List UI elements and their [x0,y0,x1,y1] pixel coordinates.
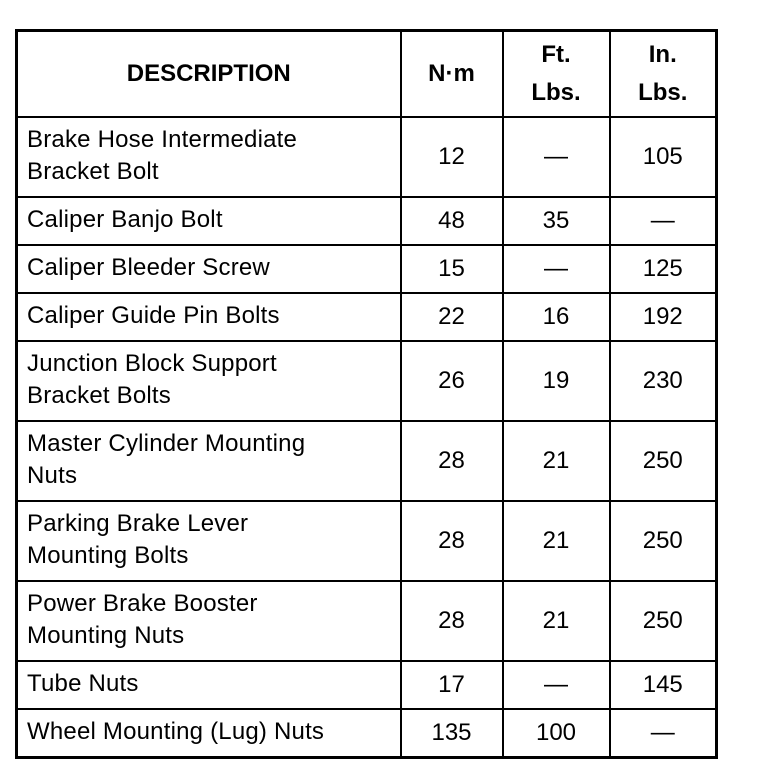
header-nm [401,31,503,118]
table-row [17,501,717,581]
table-row [17,709,717,758]
cell-description [17,293,401,341]
cell-description [17,581,401,661]
cell-in-lbs: 105 [610,117,717,197]
description-line: Brake Hose Intermediate [27,126,298,153]
cell-in-lbs: — [610,709,717,758]
description-line: Power Brake Booster [27,590,258,617]
cell-in-lbs: 230 [610,341,717,421]
table-row [17,581,717,661]
cell-ft-lbs: — [503,245,610,293]
table-row [17,341,717,421]
table-row [17,421,717,501]
cell-ft-lbs: 16 [503,293,610,341]
table-row [17,293,717,341]
cell-nm: 28 [401,581,503,661]
cell-ft-lbs: 21 [503,581,610,661]
cell-description [17,709,401,758]
description-line: Caliper Banjo Bolt [27,206,223,233]
description-line: Bracket Bolts [27,382,171,409]
table-row [17,117,717,197]
header-in-line2: Lbs. [638,79,688,106]
cell-in-lbs: 145 [610,661,717,709]
cell-nm: 17 [401,661,503,709]
description-line: Nuts [27,462,78,489]
cell-ft-lbs: 35 [503,197,610,245]
description-line: Mounting Bolts [27,542,189,569]
cell-ft-lbs: 21 [503,421,610,501]
table-body [17,117,717,758]
cell-nm: 48 [401,197,503,245]
header-description [17,31,401,118]
description-line: Caliper Bleeder Screw [27,254,270,281]
header-in-line1: In. [648,41,677,68]
description-line: Caliper Guide Pin Bolts [27,302,280,329]
cell-description [17,661,401,709]
cell-ft-lbs: 19 [503,341,610,421]
cell-description [17,245,401,293]
cell-description [17,197,401,245]
torque-spec-table [15,29,718,759]
description-line: Mounting Nuts [27,622,185,649]
description-line: Tube Nuts [27,670,139,697]
header-ft-lbs [503,31,610,118]
cell-nm: 15 [401,245,503,293]
cell-ft-lbs: — [503,661,610,709]
header-nm-label: N·m [428,60,475,87]
cell-in-lbs: 125 [610,245,717,293]
cell-nm: 12 [401,117,503,197]
header-description-label: DESCRIPTION [126,60,291,87]
cell-in-lbs: 192 [610,293,717,341]
cell-nm: 135 [401,709,503,758]
description-line: Master Cylinder Mounting [27,430,306,457]
cell-nm: 22 [401,293,503,341]
cell-description [17,501,401,581]
description-line: Wheel Mounting (Lug) Nuts [27,718,325,745]
table-row [17,197,717,245]
description-line: Junction Block Support [27,350,277,377]
table-row [17,661,717,709]
cell-in-lbs: — [610,197,717,245]
cell-nm: 26 [401,341,503,421]
cell-nm: 28 [401,421,503,501]
cell-in-lbs: 250 [610,421,717,501]
cell-in-lbs: 250 [610,581,717,661]
cell-ft-lbs: 21 [503,501,610,581]
cell-description [17,421,401,501]
cell-in-lbs: 250 [610,501,717,581]
description-line: Parking Brake Lever [27,510,249,537]
cell-ft-lbs: 100 [503,709,610,758]
header-row [17,31,717,118]
cell-nm: 28 [401,501,503,581]
header-in-lbs [610,31,717,118]
table-row [17,245,717,293]
description-line: Bracket Bolt [27,158,159,185]
cell-description [17,117,401,197]
header-ft-line2: Lbs. [531,79,581,106]
cell-description [17,341,401,421]
header-ft-line1: Ft. [541,41,571,68]
cell-ft-lbs: — [503,117,610,197]
